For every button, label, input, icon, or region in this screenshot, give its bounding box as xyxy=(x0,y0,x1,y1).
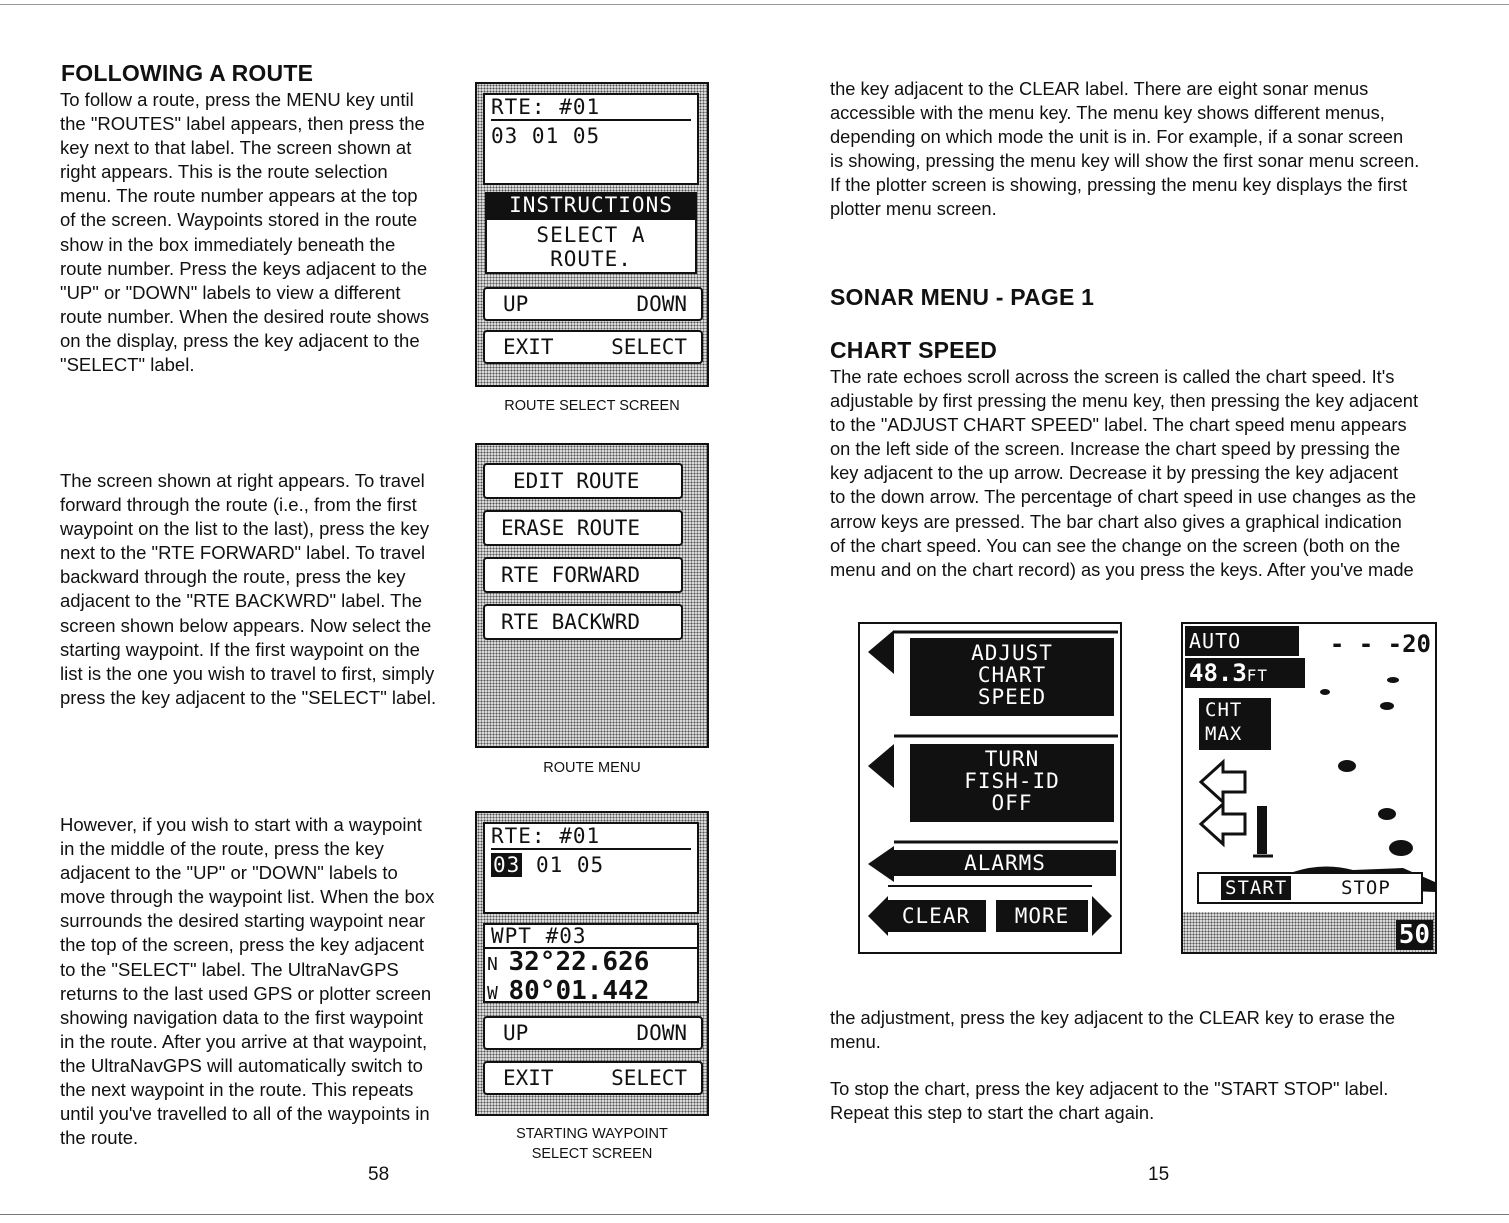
more-button[interactable]: MORE xyxy=(996,900,1088,932)
route-select-screen xyxy=(475,82,709,387)
text-line: the next waypoint in the route. This repeats xyxy=(60,1079,414,1101)
other-waypoints: 01 05 xyxy=(535,853,605,877)
text-line: menu and on the chart record) as you press the keys. After you've made xyxy=(830,558,1414,580)
max-line: MAX xyxy=(1205,723,1243,745)
fish-id-arrow-icon xyxy=(868,744,894,788)
route-box xyxy=(483,93,699,185)
route-title: RTE: #01 xyxy=(491,95,691,121)
text-line: To follow a route, press the MENU key until xyxy=(60,89,414,110)
instructions-box xyxy=(485,218,697,274)
bottom-depth-scale: 50 xyxy=(1396,920,1433,950)
text-line: Repeat this step to start the chart again. xyxy=(830,1102,1155,1124)
longitude-value: 80°01.442 xyxy=(508,976,650,1006)
text-line: arrow keys are pressed. The bar chart also gives a graphical indication xyxy=(830,510,1402,532)
clear-button[interactable]: CLEAR xyxy=(886,900,986,932)
text-line: move through the waypoint list. When the box xyxy=(60,886,435,908)
depth-value: 48.3 xyxy=(1189,659,1247,687)
text-line: the "ROUTES" label appears, then press the xyxy=(60,113,425,135)
caption-line-2: SELECT SCREEN xyxy=(531,1146,653,1162)
caption-route-select-screen: ROUTE SELECT SCREEN xyxy=(504,398,680,414)
instruction-line-2: ROUTE. xyxy=(550,247,632,271)
menu-item-edit-route[interactable]: EDIT ROUTE xyxy=(483,463,683,499)
exit-select-bar[interactable] xyxy=(483,1061,703,1095)
text-line: backward through the route, press the key xyxy=(60,566,406,588)
top-depth-scale: - - -20 xyxy=(1329,630,1431,658)
text-line: key adjacent to the up arrow. Decrease it by pressing the key adjacent xyxy=(830,462,1399,484)
page-number-left: 58 xyxy=(368,1164,390,1185)
menu-item-erase-route[interactable]: ERASE ROUTE xyxy=(483,510,683,546)
paragraph-start-stop xyxy=(830,1077,1388,1125)
text-line: returns to the last used GPS or plotter screen xyxy=(60,982,432,1004)
turn-line: TURN xyxy=(984,747,1040,771)
exit-label[interactable]: EXIT xyxy=(503,335,554,359)
text-line: adjacent to the "RTE BACKWRD" label. The xyxy=(60,590,423,612)
menu-item-adjust-chart-speed[interactable] xyxy=(910,638,1114,716)
instructions-banner: INSTRUCTIONS xyxy=(485,192,697,218)
text-line: the route. xyxy=(60,1127,139,1149)
up-arrow-icon xyxy=(1201,762,1245,802)
up-label[interactable]: UP xyxy=(503,292,529,316)
text-line: to the down arrow. The percentage of chart speed in use changes as the xyxy=(830,486,1417,508)
caption-starting-waypoint xyxy=(470,1124,714,1164)
menu-item-rte-forward[interactable]: RTE FORWARD xyxy=(483,557,683,593)
paragraph-starting-waypoint xyxy=(60,813,434,1150)
text-line: key next to that label. The screen shown at xyxy=(60,137,412,159)
down-label[interactable]: DOWN xyxy=(636,1021,687,1045)
text-line: is showing, pressing the menu key will show the first sonar menu screen. xyxy=(830,150,1420,172)
text-line: forward through the route (i.e., from the first xyxy=(60,494,417,516)
heading-sonar-menu-page-1: SONAR MENU - PAGE 1 xyxy=(830,284,1095,310)
text-line: on the left side of the screen. Increase the chart speed by pressing the xyxy=(830,438,1401,460)
text-line: the adjustment, press the key adjacent to the CLEAR key to erase the xyxy=(830,1007,1396,1028)
up-label[interactable]: UP xyxy=(503,1021,529,1045)
heading-following-a-route: FOLLOWING A ROUTE xyxy=(61,60,314,86)
starting-waypoint-screen xyxy=(475,811,709,1116)
down-label[interactable]: DOWN xyxy=(636,292,687,316)
text-line: "UP" or "DOWN" labels to view a different xyxy=(60,281,401,303)
auto-mode-label: AUTO xyxy=(1185,626,1299,656)
text-line: plotter menu screen. xyxy=(830,198,997,220)
menu-item-alarms[interactable]: ALARMS xyxy=(894,850,1116,876)
text-line: waypoint on the list to the last), press the key xyxy=(60,518,430,540)
select-label[interactable]: SELECT xyxy=(611,335,687,359)
text-line: However, if you wish to start with a waypoint xyxy=(60,814,422,835)
lon-direction: W xyxy=(487,983,499,1004)
bottom-edge-rule xyxy=(0,1214,1509,1215)
selected-waypoint[interactable]: 03 xyxy=(493,853,521,877)
text-line: route number. When the desired route shows xyxy=(60,305,430,327)
down-arrow-icon xyxy=(1201,804,1245,844)
route-menu-screen xyxy=(475,443,709,748)
text-line: To stop the chart, press the key adjacent to the "START STOP" label. xyxy=(830,1078,1389,1099)
text-line: adjacent to the "UP" or "DOWN" labels to xyxy=(60,862,398,884)
text-line: right appears. This is the route selection xyxy=(60,161,388,183)
speed-line: SPEED xyxy=(977,685,1047,709)
caption-line-1: STARTING WAYPOINT xyxy=(516,1126,668,1142)
paragraph-route-select xyxy=(60,88,429,377)
text-line: show in the box immediately beneath the xyxy=(60,233,396,255)
adjust-arrow-icon xyxy=(868,630,894,674)
text-line: adjustable by first pressing the menu key, then pressing the key adjacent xyxy=(830,390,1419,412)
paragraph-sonar-menus xyxy=(830,77,1419,222)
more-right-arrow-icon xyxy=(1092,896,1112,936)
text-line: next to the "RTE FORWARD" label. To travel xyxy=(60,542,426,564)
text-line: the key adjacent to the CLEAR label. There are eight sonar menus xyxy=(830,78,1369,99)
text-line: the UltraNavGPS will automatically switch to xyxy=(60,1054,423,1076)
text-line: menu. xyxy=(830,1031,881,1053)
text-line: accessible with the menu key. The menu key shows different menus, xyxy=(830,102,1385,124)
cht-line: CHT xyxy=(1205,699,1243,721)
off-line: OFF xyxy=(991,791,1033,815)
text-line: showing navigation data to the first waypoint xyxy=(60,1006,424,1028)
stop-label[interactable]: STOP xyxy=(1341,877,1391,899)
up-down-bar[interactable] xyxy=(483,1016,703,1050)
text-line: of the screen. Waypoints stored in the route xyxy=(60,209,418,231)
menu-item-rte-backward[interactable]: RTE BACKWRD xyxy=(483,604,683,640)
waypoint-info-box xyxy=(483,923,699,1006)
text-line: The screen shown at right appears. To travel xyxy=(60,470,425,491)
paragraph-chart-speed xyxy=(830,365,1418,582)
longitude-row xyxy=(485,978,697,1007)
adjust-line: ADJUST xyxy=(971,641,1053,665)
text-line: to the "ADJUST CHART SPEED" label. The chart speed menu appears xyxy=(830,414,1407,436)
page-number-right: 15 xyxy=(1148,1164,1170,1185)
start-label[interactable]: START xyxy=(1221,876,1291,900)
paragraph-route-menu xyxy=(60,469,436,710)
fish-id-line: FISH-ID xyxy=(964,769,1060,793)
select-label[interactable]: SELECT xyxy=(611,1066,687,1090)
text-line: of the chart speed. You can see the change on the screen (both on the xyxy=(830,534,1401,556)
lat-direction: N xyxy=(487,954,499,975)
caption-route-menu: ROUTE MENU xyxy=(543,760,641,776)
up-down-bar[interactable] xyxy=(483,287,703,321)
latitude-value: 32°22.626 xyxy=(508,947,650,977)
text-line: "SELECT" label. xyxy=(60,354,195,376)
text-line: depending on which mode the unit is in. For example, if a sonar screen xyxy=(830,126,1404,148)
route-waypoints xyxy=(491,850,691,880)
start-stop-bar[interactable] xyxy=(1197,872,1423,904)
top-edge-rule xyxy=(0,4,1509,5)
exit-select-bar[interactable] xyxy=(483,330,703,364)
text-line: to the "SELECT" label. The UltraNavGPS xyxy=(60,958,399,980)
clear-left-arrow-icon xyxy=(868,896,888,936)
fish-icons xyxy=(1320,677,1413,856)
menu-item-turn-fish-id-off[interactable] xyxy=(910,744,1114,822)
text-line: surrounds the desired starting waypoint near xyxy=(60,910,426,932)
text-line: in the route. After you arrive at that waypoint, xyxy=(60,1030,428,1052)
text-line: menu. The route number appears at the top xyxy=(60,185,418,207)
text-line: list is the one you wish to travel to first, simply xyxy=(60,662,435,684)
latitude-row xyxy=(485,949,697,978)
exit-label[interactable]: EXIT xyxy=(503,1066,554,1090)
text-line: screen shown below appears. Now select the xyxy=(60,614,432,636)
route-title: RTE: #01 xyxy=(491,824,691,850)
text-line: If the plotter screen is showing, pressing the menu key displays the first xyxy=(830,174,1408,196)
text-line: in the middle of the route, press the key xyxy=(60,838,384,860)
route-waypoints: 03 01 05 xyxy=(491,124,601,148)
route-box xyxy=(483,822,699,914)
text-line: on the display, press the key adjacent to the xyxy=(60,329,420,351)
paragraph-adjustment xyxy=(830,1006,1395,1054)
chart-line: CHART xyxy=(977,663,1047,687)
sonar-display-screen xyxy=(1181,622,1437,954)
wpt-label: WPT #03 xyxy=(485,925,697,949)
sonar-menu-screen xyxy=(858,622,1122,954)
text-line: route number. Press the keys adjacent to the xyxy=(60,257,428,279)
speed-bar-icon xyxy=(1257,806,1267,854)
text-line: press the key adjacent to the "SELECT" label. xyxy=(60,686,437,708)
alarms-arrow-icon xyxy=(868,846,894,882)
depth-unit: FT xyxy=(1246,666,1269,685)
instruction-line-1: SELECT A xyxy=(536,223,646,247)
text-line: The rate echoes scroll across the screen is called the chart speed. It's xyxy=(830,366,1395,387)
heading-chart-speed: CHART SPEED xyxy=(830,337,998,363)
text-line: starting waypoint. If the first waypoint on the xyxy=(60,638,420,660)
text-line: until you've travelled to all of the waypoints in xyxy=(60,1103,430,1125)
text-line: the top of the screen, press the key adjacent xyxy=(60,934,425,956)
